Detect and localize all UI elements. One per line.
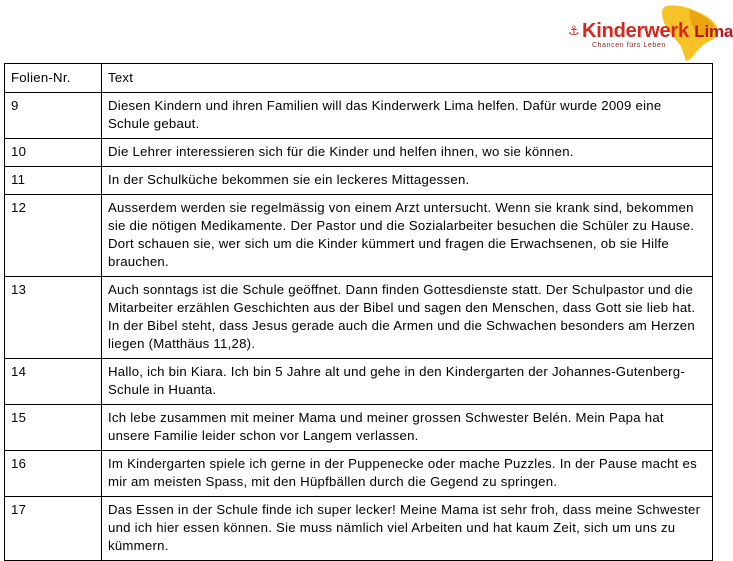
slide-text-cell: Ich lebe zusammen mit meiner Mama und meiner grossen Schwester Belén. Mein Papa hat unsere Familie leider schon vor Langem verlassen. — [102, 405, 713, 451]
slide-number-cell: 15 — [5, 405, 102, 451]
slide-text-cell: Ausserdem werden sie regelmässig von einem Arzt untersucht. Wenn sie krank sind, bekommen sie die nötigen Medikamente. Der Pastor und die Sozialarbeiter besuchen die Schüler zu Hause. Dort schauen sie, wer sich um die Kinder kümmert und fragen die Erwachsenen, ob sie Hilfe brauchen. — [102, 195, 713, 277]
logo-wordmark — [582, 20, 733, 43]
slide-text-cell: Diesen Kindern und ihren Familien will das Kinderwerk Lima helfen. Dafür wurde 2009 eine Schule gebaut. — [102, 93, 713, 139]
slide-text-cell: Auch sonntags ist die Schule geöffnet. Dann finden Gottesdienste statt. Der Schulpastor und die Mitarbeiter erzählen Geschichten aus der Bibel und sagen den Menschen, dass Gott sie lieb hat. In der Bibel steht, dass Jesus gerade auch die Armen und die Schwachen besonders am Herzen liegen (Matthäus 11,28). — [102, 277, 713, 359]
logo-tagline: Chancen fürs Leben — [592, 42, 666, 49]
slide-text-table — [4, 63, 713, 561]
table-body — [5, 93, 713, 561]
table-row — [5, 277, 713, 359]
slide-number-cell: 17 — [5, 497, 102, 561]
logo-brand: Kinderwerk — [582, 20, 689, 42]
slide-text-cell: Die Lehrer interessieren sich für die Kinder und helfen ihnen, wo sie können. — [102, 139, 713, 167]
slide-number-cell: 13 — [5, 277, 102, 359]
table-row — [5, 167, 713, 195]
table-row — [5, 451, 713, 497]
table-row — [5, 405, 713, 451]
slide-number-cell: 11 — [5, 167, 102, 195]
anchor-icon: ⚓ — [568, 23, 580, 38]
slide-number-cell: 9 — [5, 93, 102, 139]
slide-text-cell: Das Essen in der Schule finde ich super lecker! Meine Mama ist sehr froh, dass meine Schwester und ich hier essen können. Sie muss nämlich viel Arbeiten und hat kaum Zeit, sich um uns zu kümmern. — [102, 497, 713, 561]
slide-text-cell: Hallo, ich bin Kiara. Ich bin 5 Jahre alt und gehe in den Kindergarten der Johannes-Gutenberg-Schule in Huanta. — [102, 359, 713, 405]
table-row — [5, 195, 713, 277]
table-row — [5, 497, 713, 561]
table-row — [5, 139, 713, 167]
table-row — [5, 359, 713, 405]
header-slide-number: Folien-Nr. — [5, 64, 102, 93]
slide-number-cell: 12 — [5, 195, 102, 277]
header-text: Text — [102, 64, 713, 93]
slide-number-cell: 14 — [5, 359, 102, 405]
slide-number-cell: 16 — [5, 451, 102, 497]
table-header-row — [5, 64, 713, 93]
slide-text-cell: Im Kindergarten spiele ich gerne in der Puppenecke oder mache Puzzles. In der Pause macht es mir am meisten Spass, mit den Hüpfbällen durch die Gegend zu springen. — [102, 451, 713, 497]
slide-number-cell: 10 — [5, 139, 102, 167]
kinderwerk-lima-logo — [562, 4, 733, 62]
slide-text-cell: In der Schulküche bekommen sie ein leckeres Mittagessen. — [102, 167, 713, 195]
logo-brand-suffix: Lima — [694, 22, 733, 41]
table-row — [5, 93, 713, 139]
